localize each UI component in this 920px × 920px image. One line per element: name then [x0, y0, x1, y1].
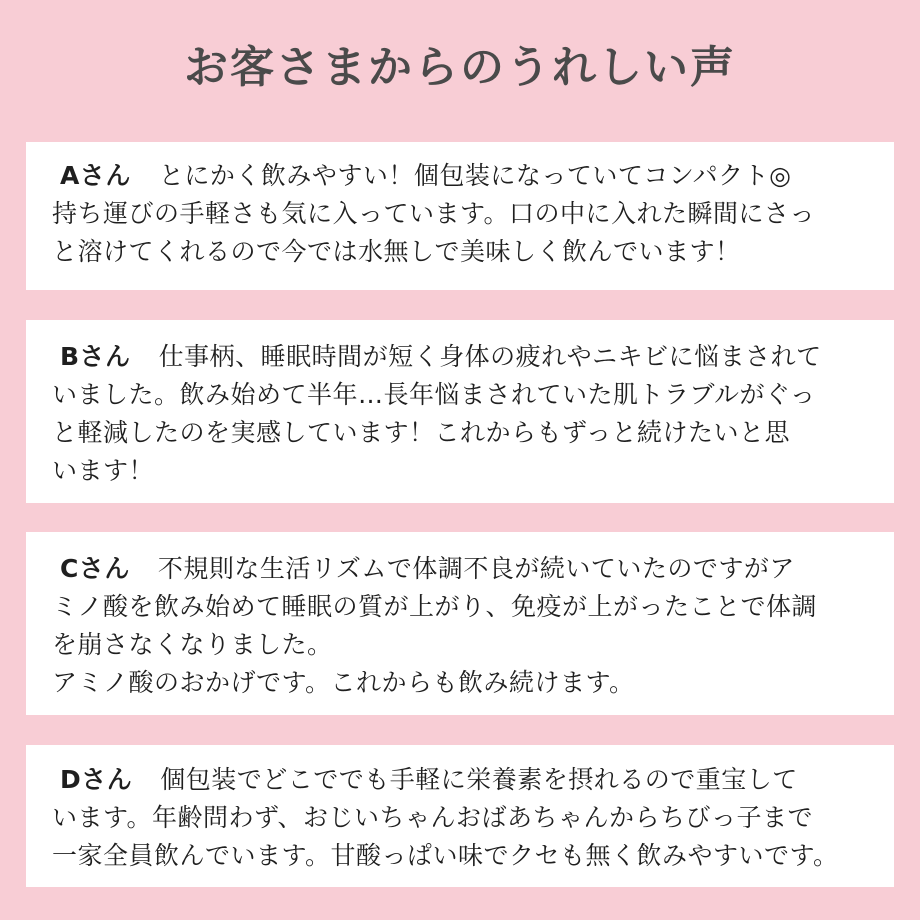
testimonial-card-d — [26, 745, 894, 887]
testimonial-line: いました。飲み始めて半年…長年悩まされていた肌トラブルがぐっ — [52, 380, 816, 409]
testimonial-text: 不規則な生活リズムで体調不良が続いていたのですがア — [157, 554, 795, 583]
testimonial-line — [56, 157, 866, 195]
testimonial-line — [56, 761, 866, 799]
testimonial-text: 個包装でどこででも手軽に栄養素を摂れるので重宝して — [160, 765, 798, 794]
testimonial-line: 一家全員飲んでいます。甘酸っぱい味でクセも無く飲みやすいです。 — [52, 841, 839, 870]
testimonial-line: アミノ酸のおかげです。これからも飲み続けます。 — [52, 668, 635, 697]
testimonial-line — [56, 338, 866, 376]
customer-name: Bさん — [60, 342, 131, 371]
customer-name: Cさん — [60, 554, 130, 583]
customer-name: Aさん — [60, 161, 131, 190]
testimonial-line — [56, 550, 866, 588]
testimonial-line: 持ち運びの手軽さも気に入っています。口の中に入れた瞬間にさっ — [52, 199, 816, 228]
testimonial-line: ミノ酸を飲み始めて睡眠の質が上がり、免疫が上がったことで体調 — [52, 592, 818, 621]
page-title: お客さまからのうれしい声 — [184, 42, 736, 93]
testimonial-line: います。年齢問わず、おじいちゃんおばあちゃんからちびっ子まで — [52, 803, 814, 832]
testimonial-card-b — [26, 320, 894, 503]
testimonial-line: と軽減したのを実感しています！これからもずっと続けたいと思 — [52, 418, 791, 447]
testimonial-line: を崩さなくなりました。 — [52, 630, 333, 659]
customer-name: Dさん — [60, 765, 133, 794]
testimonial-card-a — [26, 142, 894, 290]
testimonial-card-c — [26, 532, 894, 715]
testimonial-line: と溶けてくれるので今では水無しで美味しく飲んでいます！ — [52, 237, 741, 266]
testimonial-text: 仕事柄、睡眠時間が短く身体の疲れやニキビに悩まされて — [158, 342, 822, 371]
testimonial-line: います！ — [52, 456, 155, 485]
testimonial-text: とにかく飲みやすい！個包装になっていてコンパクト◎ — [158, 161, 792, 190]
